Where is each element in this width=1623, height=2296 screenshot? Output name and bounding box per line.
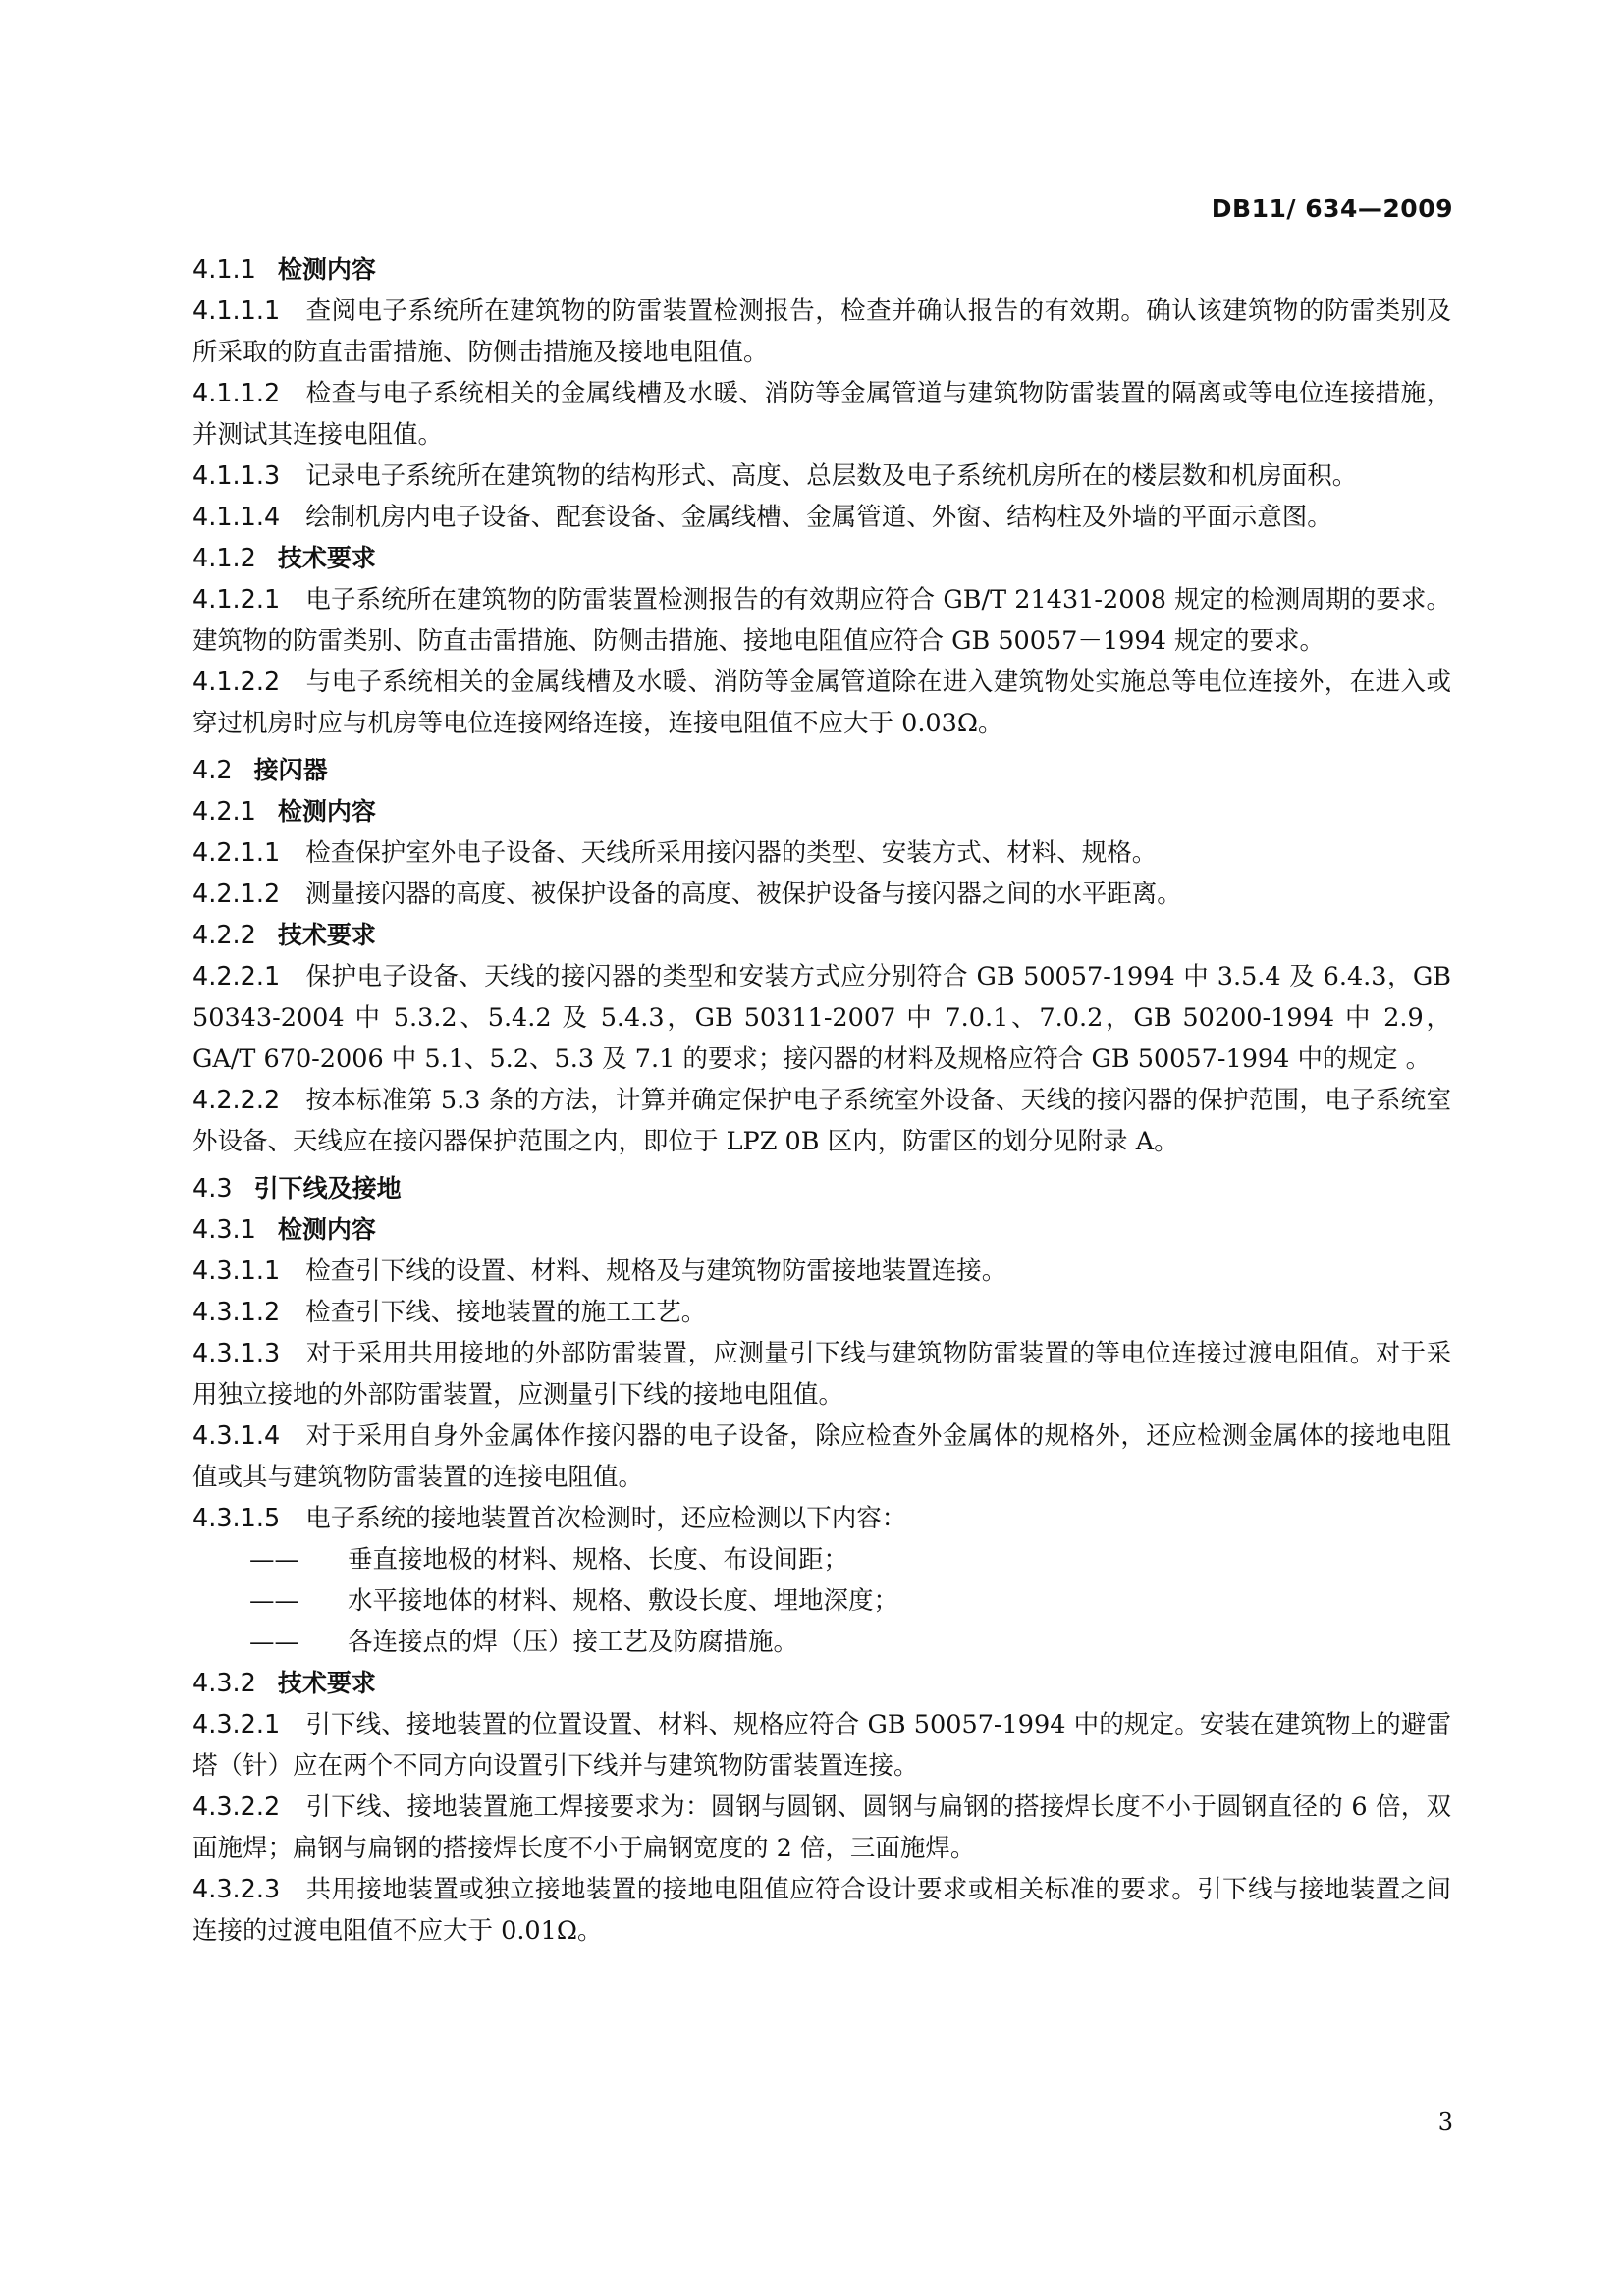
clause-text: 记录电子系统所在建筑物的结构形式、高度、总层数及电子系统机房所在的楼层数和机房面积。 bbox=[305, 461, 1358, 491]
dash-marker: —— bbox=[249, 1586, 299, 1616]
clause-number: 4.1.1.1 bbox=[192, 296, 281, 326]
subsection-heading bbox=[192, 791, 1451, 832]
heading-title: 引下线及接地 bbox=[253, 1174, 402, 1202]
clause bbox=[192, 1415, 1451, 1498]
clause-text: 按本标准第 5.3 条的方法，计算并确定保护电子系统室外设备、天线的接闪器的保护范围，电子系统室外设备、天线应在接闪器保护范围之内，即位于 LPZ 0B 区内，防雷区的划分见附录 A。 bbox=[192, 1086, 1451, 1156]
heading-title: 检测内容 bbox=[277, 797, 376, 826]
clause bbox=[192, 874, 1451, 915]
clause-text: 共用接地装置或独立接地装置的接地电阻值应符合设计要求或相关标准的要求。引下线与接地装置之间连接的过渡电阻值不应大于 0.01Ω。 bbox=[192, 1875, 1451, 1946]
clause-number: 4.1.1.2 bbox=[192, 379, 281, 408]
clause-number: 4.3.1.2 bbox=[192, 1298, 281, 1327]
heading-number: 4.3.1 bbox=[192, 1215, 256, 1245]
section-heading bbox=[192, 1168, 1451, 1209]
heading-title: 技术要求 bbox=[277, 1669, 376, 1697]
clause bbox=[192, 497, 1451, 538]
clause-text: 测量接闪器的高度、被保护设备的高度、被保护设备与接闪器之间的水平距离。 bbox=[305, 880, 1182, 909]
clause bbox=[192, 1869, 1451, 1951]
clause bbox=[192, 291, 1451, 373]
clause-number: 4.3.2.1 bbox=[192, 1710, 281, 1739]
clause-text: 保护电子设备、天线的接闪器的类型和安装方式应分别符合 GB 50057-1994 中 3.5.4 及 6.4.3，GB 50343-2004 中 5.3.2、5.4.2 及 5.4.3，GB 50311-2007 中 7.0.1、7.0.2，GB 50200-1994 中 2.9，GA/T 670-2006 中 5.1、5.2、5.3 及 7.1 的要求；接闪器的材料及规格应符合 GB 50057-1994 中的规定 。 bbox=[192, 962, 1451, 1074]
heading-number: 4.3 bbox=[192, 1174, 233, 1203]
clause bbox=[192, 579, 1451, 662]
clause-number: 4.2.1.2 bbox=[192, 880, 281, 909]
list-item bbox=[192, 1539, 1451, 1580]
clause-number: 4.2.1.1 bbox=[192, 838, 281, 868]
clause bbox=[192, 373, 1451, 455]
section-heading bbox=[192, 750, 1451, 791]
clause-number: 4.1.2.1 bbox=[192, 585, 281, 614]
clause bbox=[192, 1292, 1451, 1333]
clause bbox=[192, 1498, 1451, 1539]
clause bbox=[192, 662, 1451, 744]
heading-number: 4.2 bbox=[192, 756, 233, 785]
list-item bbox=[192, 1580, 1451, 1622]
page-number: 3 bbox=[1437, 2109, 1453, 2136]
clause bbox=[192, 1333, 1451, 1415]
clause-number: 4.1.1.4 bbox=[192, 503, 281, 532]
heading-title: 检测内容 bbox=[277, 255, 376, 284]
clause-text: 检查引下线、接地装置的施工工艺。 bbox=[305, 1298, 707, 1327]
clause-text: 绘制机房内电子设备、配套设备、金属线槽、金属管道、外窗、结构柱及外墙的平面示意图。 bbox=[305, 503, 1332, 532]
clause-number: 4.3.1.4 bbox=[192, 1421, 281, 1451]
clause-text: 查阅电子系统所在建筑物的防雷装置检测报告，检查并确认报告的有效期。确认该建筑物的防雷类别及所采取的防直击雷措施、防侧击措施及接地电阻值。 bbox=[192, 296, 1451, 367]
clause bbox=[192, 956, 1451, 1080]
clause-text: 与电子系统相关的金属线槽及水暖、消防等金属管道除在进入建筑物处实施总等电位连接外，在进入或穿过机房时应与机房等电位连接网络连接，连接电阻值不应大于 0.03Ω。 bbox=[192, 667, 1451, 738]
heading-number: 4.1.1 bbox=[192, 255, 256, 285]
clause-text: 检查引下线的设置、材料、规格及与建筑物防雷接地装置连接。 bbox=[305, 1256, 1007, 1286]
document-id: DB11/ 634—2009 bbox=[1211, 194, 1453, 223]
dash-marker: —— bbox=[249, 1628, 299, 1657]
heading-number: 4.3.2 bbox=[192, 1669, 256, 1698]
subsection-heading bbox=[192, 915, 1451, 956]
clause-number: 4.1.1.3 bbox=[192, 461, 281, 491]
subsection-heading bbox=[192, 1663, 1451, 1704]
list-item bbox=[192, 1622, 1451, 1663]
subsection-heading bbox=[192, 249, 1451, 291]
clause bbox=[192, 1251, 1451, 1292]
clause-text: 检查与电子系统相关的金属线槽及水暖、消防等金属管道与建筑物防雷装置的隔离或等电位连接措施，并测试其连接电阻值。 bbox=[192, 379, 1451, 450]
heading-title: 技术要求 bbox=[277, 921, 376, 949]
clause-text: 对于采用自身外金属体作接闪器的电子设备，除应检查外金属体的规格外，还应检测金属体的接地电阻值或其与建筑物防雷装置的连接电阻值。 bbox=[192, 1421, 1451, 1492]
heading-number: 4.2.2 bbox=[192, 921, 256, 950]
clause bbox=[192, 1080, 1451, 1162]
heading-title: 检测内容 bbox=[277, 1215, 376, 1244]
list-item-text: 水平接地体的材料、规格、敷设长度、埋地深度； bbox=[348, 1586, 899, 1616]
clause-number: 4.2.2.2 bbox=[192, 1086, 281, 1115]
clause-text: 检查保护室外电子设备、天线所采用接闪器的类型、安装方式、材料、规格。 bbox=[305, 838, 1158, 868]
clause-text: 引下线、接地装置施工焊接要求为：圆钢与圆钢、圆钢与扁钢的搭接焊长度不小于圆钢直径的 6 倍，双面施焊；扁钢与扁钢的搭接焊长度不小于扁钢宽度的 2 倍，三面施焊。 bbox=[192, 1792, 1451, 1863]
dash-marker: —— bbox=[249, 1545, 299, 1575]
clause bbox=[192, 1787, 1451, 1869]
clause-number: 4.3.2.3 bbox=[192, 1875, 281, 1904]
clause-number: 4.3.1.5 bbox=[192, 1504, 281, 1533]
clause-text: 对于采用共用接地的外部防雷装置，应测量引下线与建筑物防雷装置的等电位连接过渡电阻值。对于采用独立接地的外部防雷装置，应测量引下线的接地电阻值。 bbox=[192, 1339, 1451, 1410]
clause bbox=[192, 455, 1451, 497]
clause-number: 4.3.2.2 bbox=[192, 1792, 281, 1822]
heading-number: 4.2.1 bbox=[192, 797, 256, 827]
heading-number: 4.1.2 bbox=[192, 544, 256, 573]
subsection-heading bbox=[192, 1209, 1451, 1251]
clause bbox=[192, 832, 1451, 874]
heading-title: 技术要求 bbox=[277, 544, 376, 572]
document-body bbox=[192, 249, 1451, 1951]
clause-number: 4.3.1.3 bbox=[192, 1339, 281, 1368]
clause bbox=[192, 1704, 1451, 1787]
clause-number: 4.1.2.2 bbox=[192, 667, 281, 697]
subsection-heading bbox=[192, 538, 1451, 579]
clause-text: 引下线、接地装置的位置设置、材料、规格应符合 GB 50057-1994 中的规定。安装在建筑物上的避雷塔（针）应在两个不同方向设置引下线并与建筑物防雷装置连接。 bbox=[192, 1710, 1451, 1781]
list-item-text: 垂直接地极的材料、规格、长度、布设间距； bbox=[348, 1545, 849, 1575]
clause-text: 电子系统所在建筑物的防雷装置检测报告的有效期应符合 GB/T 21431-2008 规定的检测周期的要求。建筑物的防雷类别、防直击雷措施、防侧击措施、接地电阻值应符合 GB 50057－1994 规定的要求。 bbox=[192, 585, 1451, 656]
list-item-text: 各连接点的焊（压）接工艺及防腐措施。 bbox=[348, 1628, 799, 1657]
clause-text: 电子系统的接地装置首次检测时，还应检测以下内容： bbox=[305, 1504, 907, 1533]
heading-title: 接闪器 bbox=[253, 756, 328, 784]
clause-number: 4.2.2.1 bbox=[192, 962, 281, 991]
clause-number: 4.3.1.1 bbox=[192, 1256, 281, 1286]
